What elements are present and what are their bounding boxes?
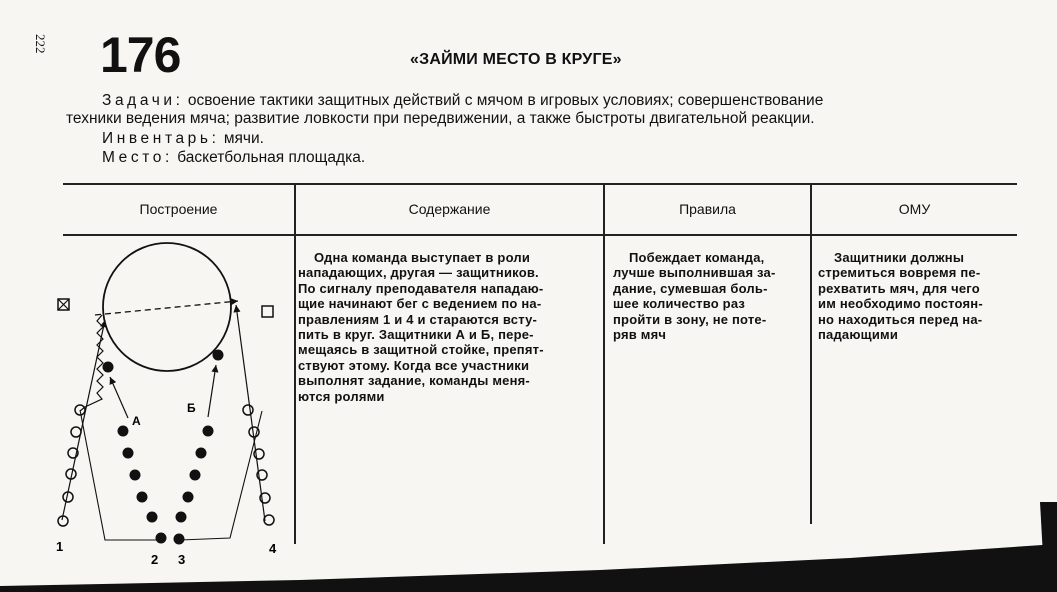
- content-line: ствуют этому. Когда все участники: [298, 357, 530, 373]
- rules-line: пройти в зону, не поте-: [613, 311, 767, 327]
- defender-b-arrow: [208, 365, 216, 417]
- content-column: [298, 250, 596, 404]
- column-divider-3: [810, 184, 812, 524]
- arrow-direction-4: [236, 305, 265, 521]
- page-number: 222: [33, 34, 48, 54]
- rules-line: шее количество раз: [613, 296, 746, 312]
- header-omu: ОМУ: [898, 201, 931, 217]
- header-content: Содержание: [408, 201, 491, 217]
- omu-line: Защитники должны: [834, 250, 965, 265]
- crossed-square-icon: [58, 299, 69, 310]
- table-top-rule: [63, 183, 1017, 185]
- exercise-number: 176: [100, 27, 181, 83]
- content-line: Одна команда выступает в роли: [314, 250, 531, 265]
- content-line: пить в круг. Защитники А и Б, пере-: [298, 327, 534, 343]
- empty-square-icon: [262, 306, 273, 317]
- inventory-text: мячи.: [223, 130, 264, 147]
- omu-line: им необходимо постоян-: [818, 296, 983, 312]
- tasks-line: [102, 91, 1022, 110]
- place-text: баскетбольная площадка.: [177, 149, 366, 166]
- omu-column: [818, 250, 1018, 342]
- inventory-line: [102, 129, 1022, 148]
- rules-column: [613, 250, 803, 342]
- content-line: щие начинают бег с ведением по на-: [298, 296, 542, 312]
- inventory-label: Инвентарь:: [102, 130, 220, 147]
- defender-a-arrow: [110, 377, 128, 418]
- omu-line: но находиться перед на-: [818, 311, 983, 327]
- label-2: 2: [151, 552, 159, 565]
- label-4: 4: [269, 541, 277, 556]
- header-rules: Правила: [679, 201, 736, 217]
- place-line: [102, 148, 1022, 167]
- label-3: 3: [178, 552, 186, 565]
- content-line: мещаясь в защитной стойке, препят-: [298, 342, 544, 358]
- exercise-title: «ЗАЙМИ МЕСТО В КРУГЕ»: [410, 51, 622, 68]
- rules-line: Побеждает команда,: [629, 250, 765, 265]
- dribble-zigzag: [80, 315, 103, 411]
- dashed-path: [95, 301, 238, 315]
- omu-line: рехватить мяч, для чего: [818, 280, 980, 296]
- label-a: А: [132, 414, 141, 428]
- tasks-text-continued: техники ведения мяча; развитие ловкости при передвижении, а также быстроты двигательной реакции.: [66, 110, 815, 127]
- arrow-direction-1: [62, 320, 105, 520]
- scan-edge-shadow: [0, 502, 1057, 592]
- target-circle: [103, 243, 231, 371]
- rules-line: дание, сумевшая боль-: [613, 280, 768, 296]
- tasks-text: освоение тактики защитных действий с мячом в игровых условиях; совершенствование: [187, 92, 824, 109]
- content-line: выполнят задание, команды меня-: [298, 373, 530, 389]
- content-line: По сигналу преподавателя нападаю-: [298, 280, 544, 296]
- content-line: нападающих, другая — защитников.: [298, 265, 539, 281]
- tasks-label: Задачи:: [102, 92, 184, 109]
- column-divider-2: [603, 184, 605, 544]
- header-formation: Построение: [139, 201, 218, 217]
- content-line: ются ролями: [298, 388, 385, 404]
- omu-line: падающими: [818, 327, 899, 343]
- place-label: Место:: [102, 149, 173, 166]
- label-1: 1: [56, 539, 64, 554]
- content-line: правлениям 1 и 4 и стараются всту-: [298, 311, 538, 327]
- rules-line: лучше выполнившая за-: [613, 265, 776, 281]
- rules-line: ряв мяч: [613, 327, 667, 343]
- omu-line: стремиться вовремя пе-: [818, 265, 981, 281]
- label-b: Б: [187, 401, 196, 415]
